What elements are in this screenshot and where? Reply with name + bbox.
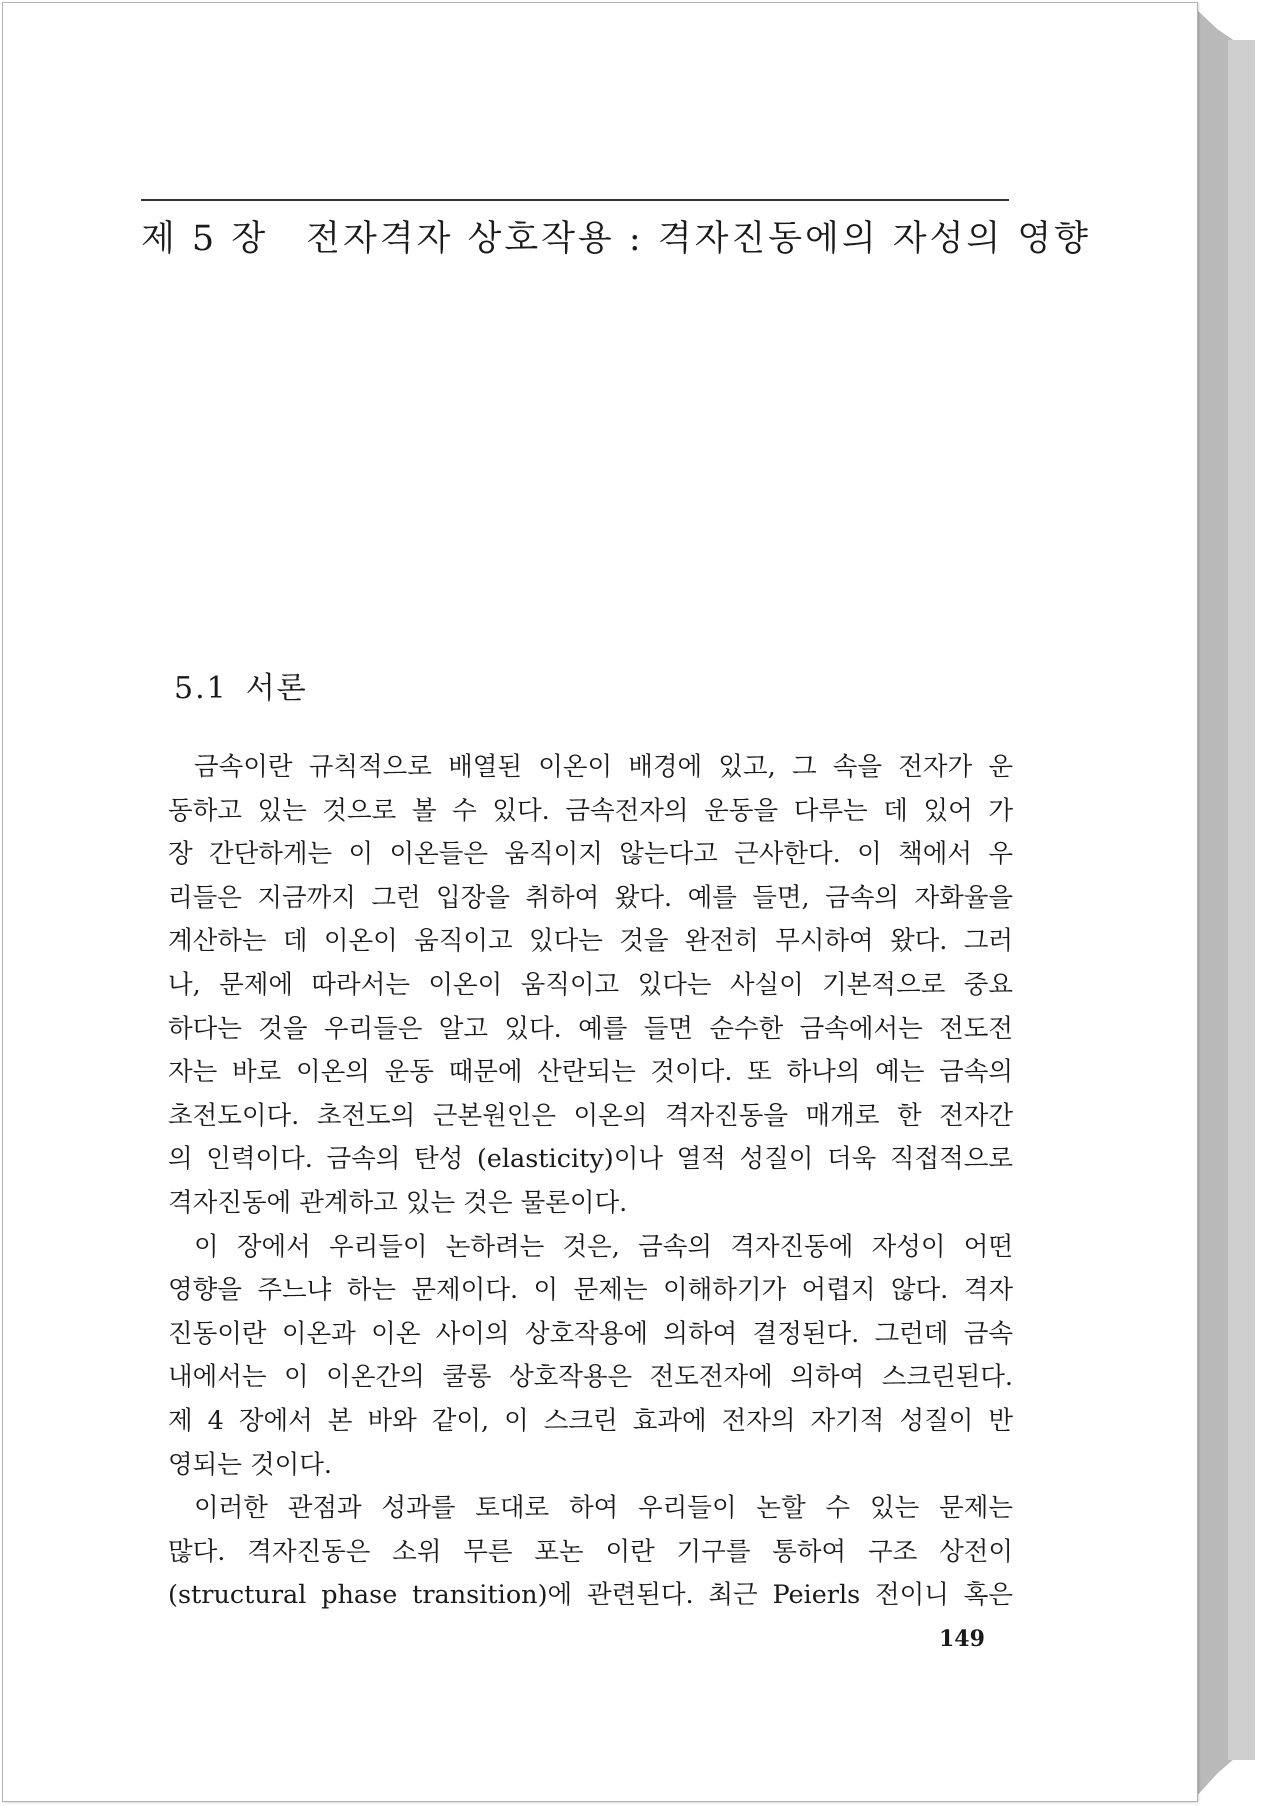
text-line: 진동이란 이온과 이온 사이의 상호작용에 의하여 결정된다. 그런데 금속	[168, 1318, 1013, 1349]
section-number: 5.1	[174, 671, 228, 706]
text-line: 격자진동에 관계하고 있는 것은 물론이다.	[168, 1187, 628, 1218]
chapter-title-text: 전자격자 상호작용 : 격자진동에의 자성의 영향	[306, 219, 1091, 259]
book-page	[2, 2, 1198, 1802]
text-line: 장 간단하게는 이 이온들은 움직이지 않는다고 근사한다. 이 책에서 우	[168, 839, 1013, 870]
text-line: 하다는 것을 우리들은 알고 있다. 예를 들면 순수한 금속에서는 전도전	[168, 1013, 1013, 1044]
text-line: 내에서는 이 이온간의 쿨롱 상호작용은 전도전자에 의하여 스크린된다.	[168, 1362, 1013, 1393]
text-line: 영되는 것이다.	[168, 1449, 333, 1480]
text-line: 리들은 지금까지 그런 입장을 취하여 왔다. 예를 들면, 금속의 자화율을	[168, 882, 1013, 913]
text-line: 초전도이다. 초전도의 근본원인은 이온의 격자진동을 매개로 한 전자간	[168, 1100, 1013, 1131]
text-line: 동하고 있는 것으로 볼 수 있다. 금속전자의 운동을 다루는 데 있어 가	[168, 795, 1013, 826]
text-line: 이러한 관점과 성과를 토대로 하여 우리들이 논할 수 있는 문제는	[194, 1493, 1013, 1524]
text-line: 자는 바로 이온의 운동 때문에 산란되는 것이다. 또 하나의 예는 금속의	[168, 1057, 1013, 1088]
body-text	[168, 746, 1013, 1618]
book-page-edge	[1228, 40, 1255, 1760]
text-line: 금속이란 규칙적으로 배열된 이온이 배경에 있고, 그 속을 전자가 운	[194, 752, 1013, 782]
text-line: 영향을 주느냐 하는 문제이다. 이 문제는 이해하기가 어렵지 않다. 격자	[168, 1275, 1013, 1306]
section-heading	[174, 663, 308, 707]
page-number: 149	[939, 1626, 985, 1652]
chapter-number: 제 5 장	[141, 219, 269, 259]
text-line: 많다. 격자진동은 소위 무른 포논 이란 기구를 통하여 구조 상전이	[168, 1536, 1013, 1567]
text-line: 계산하는 데 이온이 움직이고 있다는 것을 완전히 무시하여 왔다. 그러	[168, 926, 1013, 957]
text-line: 이 장에서 우리들이 논하려는 것은, 금속의 격자진동에 자성이 어떤	[194, 1231, 1013, 1262]
text-line: 제 4 장에서 본 바와 같이, 이 스크린 효과에 전자의 자기적 성질이 반	[168, 1405, 1013, 1436]
chapter-rule	[141, 199, 1009, 201]
text-line: (structural phase transition)에 관련된다. 최근 Peierls 전이니 혹은	[168, 1580, 1013, 1611]
text-line: 나, 문제에 따라서는 이온이 움직이고 있다는 사실이 기본적으로 중요	[168, 969, 1013, 1000]
section-title: 서론	[245, 671, 308, 706]
text-line: 의 인력이다. 금속의 탄성 (elasticity)이나 열적 성질이 더욱 직접적으로	[168, 1144, 1013, 1175]
chapter-title	[141, 211, 1091, 261]
